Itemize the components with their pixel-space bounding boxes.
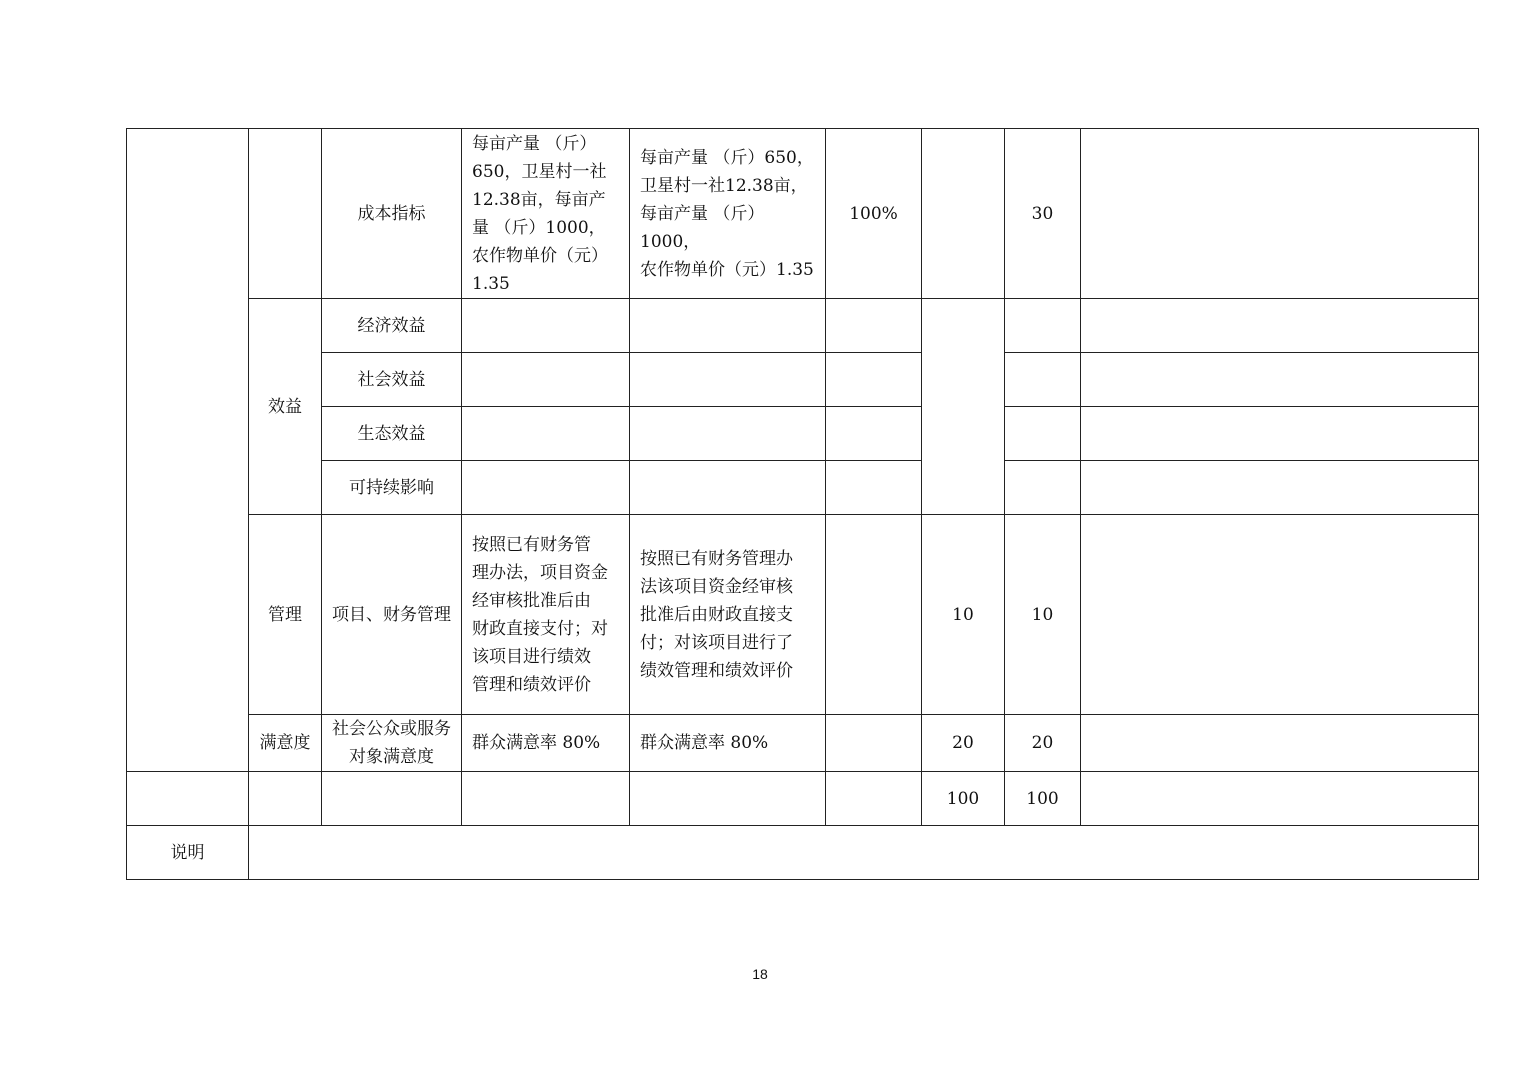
actual-value-management: 按照已有财务管理办 法该项目资金经审核 批准后由财政直接支 付；对该项目进行了 绩效管理和绩效评价 <box>630 515 826 715</box>
target-cell <box>462 299 630 353</box>
score-cell <box>1005 299 1081 353</box>
score-satisfaction: 20 <box>1005 715 1081 772</box>
rate-cell <box>826 353 922 407</box>
benefit-sustainable: 可持续影响 <box>322 461 462 515</box>
weight-benefit <box>922 299 1005 515</box>
secondary-benefit: 效益 <box>249 299 322 515</box>
rate-cell <box>826 407 922 461</box>
empty-cell <box>322 772 462 826</box>
note-label: 说明 <box>127 826 249 880</box>
table-row-benefit <box>127 407 1479 461</box>
remark-cell <box>1081 715 1479 772</box>
rate-cell <box>826 299 922 353</box>
empty-cell <box>1081 772 1479 826</box>
empty-cell <box>826 772 922 826</box>
target-value-satisfaction: 群众满意率 80% <box>462 715 630 772</box>
table-row-benefit <box>127 353 1479 407</box>
score-management: 10 <box>1005 515 1081 715</box>
actual-value-cost: 每亩产量 （斤）650， 卫星村一社12.38亩， 每亩产量 （斤）1000， 农作物单价（元）1.35 <box>630 129 826 299</box>
benefit-ecological: 生态效益 <box>322 407 462 461</box>
score-cell <box>1005 407 1081 461</box>
total-score: 100 <box>1005 772 1081 826</box>
weight-management: 10 <box>922 515 1005 715</box>
performance-table <box>126 128 1479 880</box>
primary-indicator-cell <box>127 129 249 772</box>
remark-cell <box>1081 515 1479 715</box>
remark-cell <box>1081 299 1479 353</box>
target-cell <box>462 461 630 515</box>
weight-cost <box>922 129 1005 299</box>
target-cell <box>462 353 630 407</box>
tertiary-management: 项目、财务管理 <box>322 515 462 715</box>
table-row-note <box>127 826 1479 880</box>
tertiary-indicator-cost: 成本指标 <box>322 129 462 299</box>
remark-cell <box>1081 407 1479 461</box>
note-value <box>249 826 1479 880</box>
actual-cell <box>630 353 826 407</box>
rate-cell <box>826 715 922 772</box>
remark-cell <box>1081 461 1479 515</box>
rate-cell <box>826 515 922 715</box>
actual-cell <box>630 299 826 353</box>
empty-cell <box>630 772 826 826</box>
total-label-cell <box>127 772 249 826</box>
score-cell <box>1005 353 1081 407</box>
actual-cell <box>630 407 826 461</box>
total-weight: 100 <box>922 772 1005 826</box>
benefit-economic: 经济效益 <box>322 299 462 353</box>
score-cell <box>1005 461 1081 515</box>
table-row-benefit <box>127 299 1479 353</box>
empty-cell <box>462 772 630 826</box>
benefit-social: 社会效益 <box>322 353 462 407</box>
table-row-satisfaction <box>127 715 1479 772</box>
secondary-indicator-cell <box>249 129 322 299</box>
weight-satisfaction: 20 <box>922 715 1005 772</box>
actual-value-satisfaction: 群众满意率 80% <box>630 715 826 772</box>
table-row-management <box>127 515 1479 715</box>
remark-cost <box>1081 129 1479 299</box>
remark-cell <box>1081 353 1479 407</box>
table-row-cost <box>127 129 1479 299</box>
target-cell <box>462 407 630 461</box>
secondary-management: 管理 <box>249 515 322 715</box>
target-value-management: 按照已有财务管 理办法，项目资金 经审核批准后由 财政直接支付；对 该项目进行绩效 管理和绩效评价 <box>462 515 630 715</box>
secondary-satisfaction: 满意度 <box>249 715 322 772</box>
completion-rate-cost: 100% <box>826 129 922 299</box>
target-value-cost: 每亩产量 （斤） 650，卫星村一社 12.38亩，每亩产 量 （斤）1000， 农作物单价（元） 1.35 <box>462 129 630 299</box>
actual-cell <box>630 461 826 515</box>
empty-cell <box>249 772 322 826</box>
score-cost: 30 <box>1005 129 1081 299</box>
tertiary-satisfaction: 社会公众或服务对象满意度 <box>322 715 462 772</box>
table-row-benefit <box>127 461 1479 515</box>
table-row-total <box>127 772 1479 826</box>
page-number: 18 <box>752 966 768 982</box>
rate-cell <box>826 461 922 515</box>
